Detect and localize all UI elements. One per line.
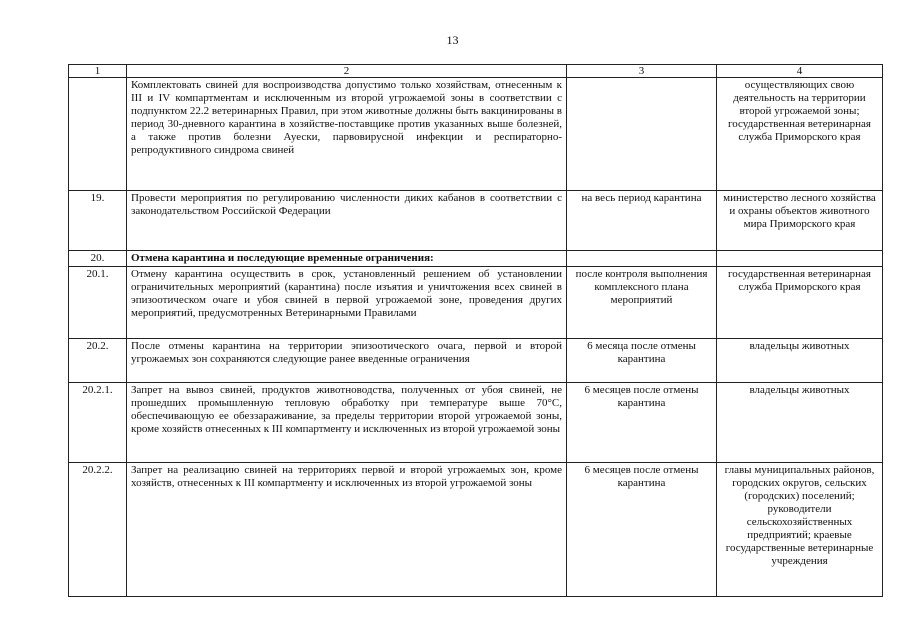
measure-term (567, 78, 717, 191)
measures-table (68, 64, 883, 597)
measure-text: Провести мероприятия по регулированию численности диких кабанов в соответствии с законодательством Российской Федерации (127, 191, 567, 251)
measure-term: 6 месяцев после отмены карантина (567, 383, 717, 463)
measure-text: Запрет на вывоз свиней, продуктов животноводства, полученных от убоя свиней, не прошедших промышленную тепловую обработку при температуре выше 70°C, обеспечивающую ее обеззараживание, за пределы территории второй угрожаемой зоны, кроме хозяйств отнесенных к III компартменту и исключенных из второй угрожаемой зоны (127, 383, 567, 463)
row-number: 20.2. (69, 339, 127, 383)
measure-text: После отмены карантина на территории эпизоотического очага, первой и второй угрожаемых зон сохраняются следующие ранее введенные ограничения (127, 339, 567, 383)
measure-text: Запрет на реализацию свиней на территориях первой и второй угрожаемых зон, кроме хозяйств, отнесенных к III компартменту и исключенных из второй угрожаемой зоны (127, 463, 567, 597)
table-row (69, 383, 883, 463)
table-row (69, 339, 883, 383)
table-row (69, 463, 883, 597)
measure-term: 6 месяцев после отмены карантина (567, 463, 717, 597)
measure-responsible: владельцы животных (717, 339, 883, 383)
row-number: 20. (69, 251, 127, 267)
measure-responsible: государственная ветеринарная служба Приморского края (717, 267, 883, 339)
column-header: 2 (127, 65, 567, 78)
column-header: 3 (567, 65, 717, 78)
table-row (69, 191, 883, 251)
measure-term: на весь период карантина (567, 191, 717, 251)
column-header: 4 (717, 65, 883, 78)
row-number: 20.2.1. (69, 383, 127, 463)
table-row (69, 267, 883, 339)
table-row (69, 78, 883, 191)
table-row-section (69, 251, 883, 267)
measure-responsible (717, 251, 883, 267)
section-title: Отмена карантина и последующие временные ограничения: (127, 251, 567, 267)
row-number (69, 78, 127, 191)
measure-responsible: главы муниципальных районов, городских округов, сельских (городских) поселений; руководители сельскохозяйственных предприятий; краевые государственные ветеринарные учреждения (717, 463, 883, 597)
page-number: 13 (446, 33, 459, 47)
measure-term (567, 251, 717, 267)
measure-text: Комплектовать свиней для воспроизводства допустимо только хозяйствам, отнесенным к III и IV компартментам и исключенным из второй угрожаемой зоны в соответствии с подпунктом 22.2 ветеринарных Правил, при этом животные должны быть вакцинированы в период 30-дневного карантина в хозяйстве-поставщике против указанных выше болезней, а также против болезни Ауески, парвовирусной инфекции и респираторно-репродуктивного синдрома свиней (127, 78, 567, 191)
column-header: 1 (69, 65, 127, 78)
row-number: 20.1. (69, 267, 127, 339)
measure-text: Отмену карантина осуществить в срок, установленный решением об установлении ограничительных мероприятий (карантина) после изъятия и уничтожения всех свиней в эпизоотическом очаге и убоя свиней в первой угрожаемой зоне, проведения других мероприятий, предусмотренных Ветеринарными Правилами (127, 267, 567, 339)
measure-term: 6 месяца после отмены карантина (567, 339, 717, 383)
measure-responsible: осуществляющих свою деятельность на территории второй угрожаемой зоны; государственная ветеринарная служба Приморского края (717, 78, 883, 191)
table-header-row (69, 65, 883, 78)
measure-responsible: владельцы животных (717, 383, 883, 463)
row-number: 19. (69, 191, 127, 251)
measure-responsible: министерство лесного хозяйства и охраны объектов животного мира Приморского края (717, 191, 883, 251)
row-number: 20.2.2. (69, 463, 127, 597)
measure-term: после контроля выполнения комплексного плана мероприятий (567, 267, 717, 339)
